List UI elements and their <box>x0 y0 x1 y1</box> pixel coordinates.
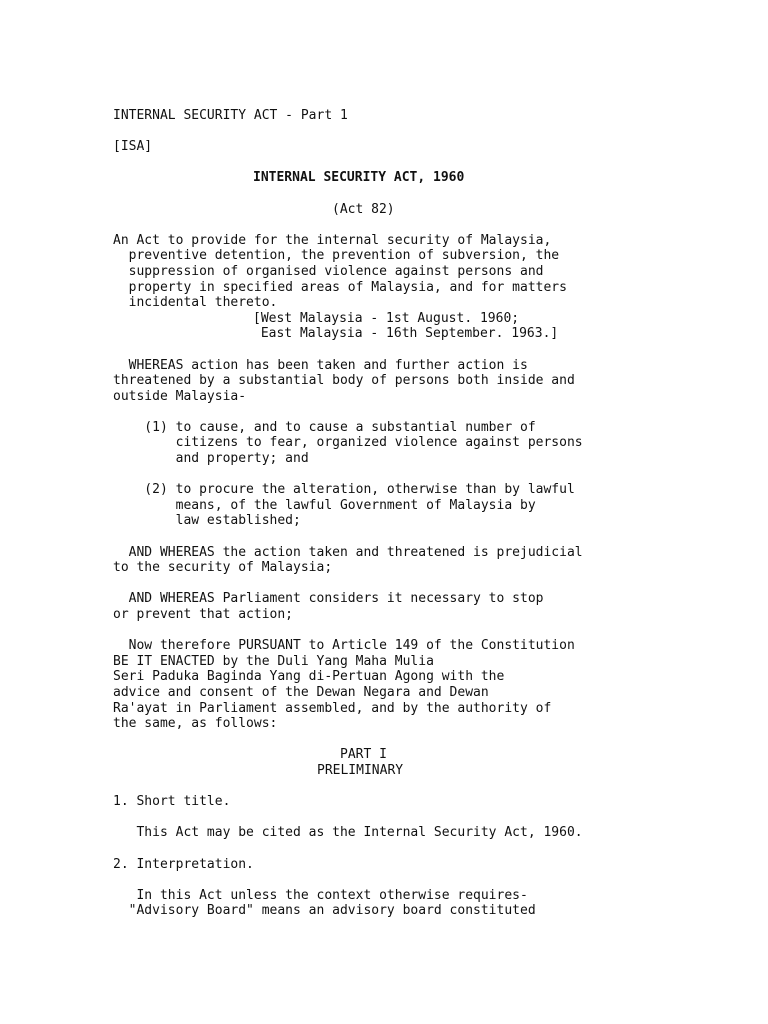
document-page <box>113 108 733 919</box>
preamble-line: WHEREAS action has been taken and further action is <box>113 357 528 373</box>
long-title-line: preventive detention, the prevention of subversion, the <box>113 248 560 264</box>
spacer <box>113 529 733 545</box>
preamble-whereas-1 <box>113 358 733 405</box>
preamble-line: AND WHEREAS the action taken and threatened is prejudicial <box>113 544 583 560</box>
preamble-line: outside Malaysia- <box>113 388 247 404</box>
act-title: INTERNAL SECURITY ACT, 1960 <box>253 170 465 186</box>
section-body-line: "Advisory Board" means an advisory board constituted <box>113 903 536 919</box>
preamble-line: to the security of Malaysia; <box>113 560 333 576</box>
spacer <box>113 841 733 857</box>
part-name: PRELIMINARY <box>317 762 404 778</box>
long-title-line: property in specified areas of Malaysia, and for matters <box>113 279 567 295</box>
spacer <box>113 155 733 171</box>
enacting-line: BE IT ENACTED by the Duli Yang Maha Mulia <box>113 653 434 669</box>
commencement-dates <box>113 311 733 342</box>
spacer <box>113 467 733 483</box>
section-heading: 2. Interpretation. <box>113 856 254 872</box>
spacer <box>113 124 733 140</box>
spacer <box>113 623 733 639</box>
enacting-line: Now therefore PURSUANT to Article 149 of the Constitution <box>113 638 575 654</box>
running-title: INTERNAL SECURITY ACT - Part 1 <box>113 108 348 123</box>
preamble-line: threatened by a substantial body of persons both inside and <box>113 373 575 389</box>
preamble-whereas-2 <box>113 545 733 576</box>
spacer <box>113 810 733 826</box>
section-body-line: This Act may be cited as the Internal Security Act, 1960. <box>113 825 583 841</box>
commencement-line: [West Malaysia - 1st August. 1960; <box>253 310 520 326</box>
preamble-whereas-3 <box>113 591 733 622</box>
spacer <box>113 186 733 202</box>
spacer <box>113 217 733 233</box>
enacting-clause <box>113 638 733 732</box>
enacting-line: Seri Paduka Baginda Yang di-Pertuan Agong with the <box>113 669 505 685</box>
long-title-line: suppression of organised violence against persons and <box>113 263 544 279</box>
enacting-line: advice and consent of the Dewan Negara and Dewan <box>113 684 489 700</box>
act-number: (Act 82) <box>332 201 395 217</box>
section-heading: 1. Short title. <box>113 794 231 810</box>
enacting-line: Ra'ayat in Parliament assembled, and by the authority of <box>113 700 552 716</box>
preamble-line: (2) to procure the alteration, otherwise than by lawful <box>113 482 575 498</box>
spacer <box>113 404 733 420</box>
preamble-line: AND WHEREAS Parliament considers it necessary to stop <box>113 591 544 607</box>
spacer <box>113 872 733 888</box>
long-title-line: incidental thereto. <box>113 295 278 311</box>
spacer <box>113 732 733 748</box>
preamble-item-1 <box>113 420 733 467</box>
preamble-item-2 <box>113 482 733 529</box>
preamble-line: or prevent that action; <box>113 607 294 622</box>
preamble-line: (1) to cause, and to cause a substantial number of <box>113 419 536 435</box>
commencement-line: East Malaysia - 16th September. 1963.] <box>253 326 559 342</box>
part-number: PART I <box>340 747 387 763</box>
spacer <box>113 576 733 592</box>
preamble-line: law established; <box>113 513 301 529</box>
section-body-line: In this Act unless the context otherwise requires- <box>113 887 528 903</box>
preamble-line: and property; and <box>113 451 309 467</box>
long-title-line: An Act to provide for the internal security of Malaysia, <box>113 232 552 248</box>
spacer <box>113 779 733 795</box>
long-title <box>113 233 733 311</box>
enacting-line: the same, as follows: <box>113 716 278 732</box>
preamble-line: citizens to fear, organized violence against persons <box>113 435 583 451</box>
preamble-line: means, of the lawful Government of Malaysia by <box>113 497 536 513</box>
spacer <box>113 342 733 358</box>
act-abbreviation: [ISA] <box>113 139 153 155</box>
